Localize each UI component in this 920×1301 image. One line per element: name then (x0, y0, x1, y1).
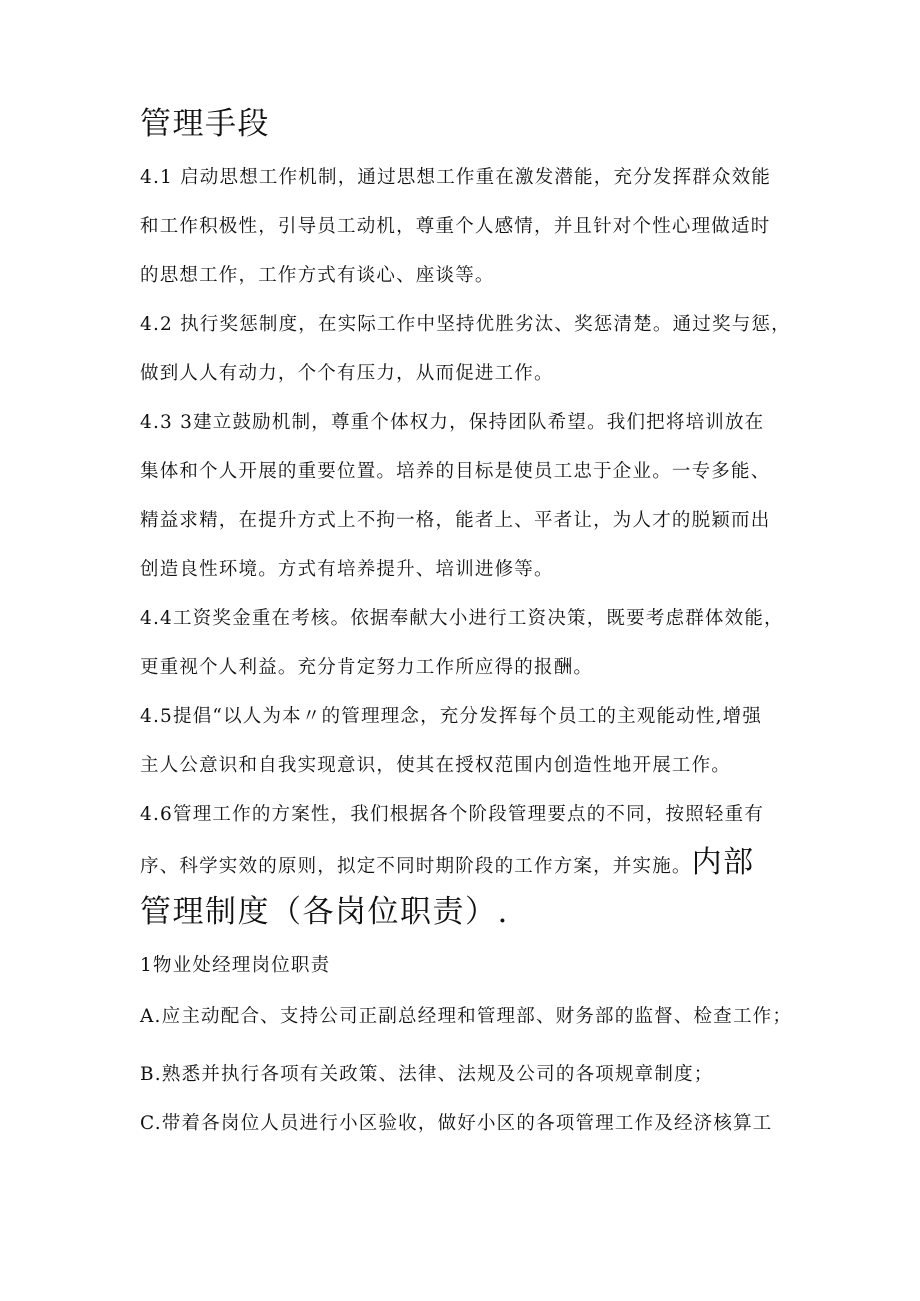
paragraph-line-with-inline-heading (140, 846, 800, 884)
paragraph-line: 4.5提倡“以人为本〃的管理理念，充分发挥每个员工的主观能动性,增强 (140, 706, 763, 727)
paragraph-line: 4.3 3建立鼓励机制，尊重个体权力，保持团队希望。我们把将培训放在 (140, 412, 765, 433)
paragraph-line: 更重视个人利益。充分肯定努力工作所应得的报酬。 (140, 657, 594, 678)
paragraph-line: 的思想工作，工作方式有谈心、座谈等。 (140, 265, 495, 286)
paragraph-line: 创造良性环境。方式有培养提升、培训进修等。 (140, 559, 554, 580)
duty-item-c: C.带着各岗位人员进行小区验收，做好小区的各项管理工作及经济核算工 (140, 1113, 773, 1134)
duty-item-b: B.熟悉并执行各项有关政策、法律、法规及公司的各项规章制度； (140, 1064, 714, 1085)
section-heading-management-means: 管理手段 (140, 106, 270, 142)
paragraph-line: 集体和个人开展的重要位置。培养的目标是使员工忠于企业。一专多能、 (140, 461, 771, 482)
inline-heading: 内部 (691, 845, 755, 880)
paragraph-line: 4.1 启动思想工作机制，通过思想工作重在激发潜能，充分发挥群众效能 (140, 167, 772, 188)
paragraph-line: 精益求精，在提升方式上不拘一格，能者上、平者让，为人才的脱颖而出 (140, 510, 771, 531)
paragraph-line: 主人公意识和自我实现意识，使其在授权范围内创造性地开展工作。 (140, 755, 732, 776)
section-heading-internal-rules: 管理制度（各岗位职责）. (140, 894, 509, 930)
paragraph-line: 做到人人有动力，个个有压力，从而促进工作。 (140, 363, 554, 384)
paragraph-line: 4.6管理工作的方案性，我们根据各个阶段管理要点的不同，按照轻重有 (140, 804, 765, 825)
duty-item-a: A.应主动配合、支持公司正副总经理和管理部、财务部的监督、检查工作； (140, 1006, 793, 1027)
sub-heading-manager-duties: 1物业处经理岗位职责 (140, 955, 331, 976)
paragraph-text: 序、科学实效的原则，拟定不同时期阶段的工作方案，并实施。 (140, 856, 692, 877)
paragraph-line: 4.4工资奖金重在考核。依据奉献大小进行工资决策，既要考虑群体效能， (140, 608, 784, 629)
paragraph-line: 4.2 执行奖惩制度，在实际工作中坚持优胜劣汰、奖惩清楚。通过奖与惩， (140, 314, 791, 335)
paragraph-line: 和工作积极性，引导员工动机，尊重个人感情，并且针对个性心理做适时 (140, 216, 771, 237)
